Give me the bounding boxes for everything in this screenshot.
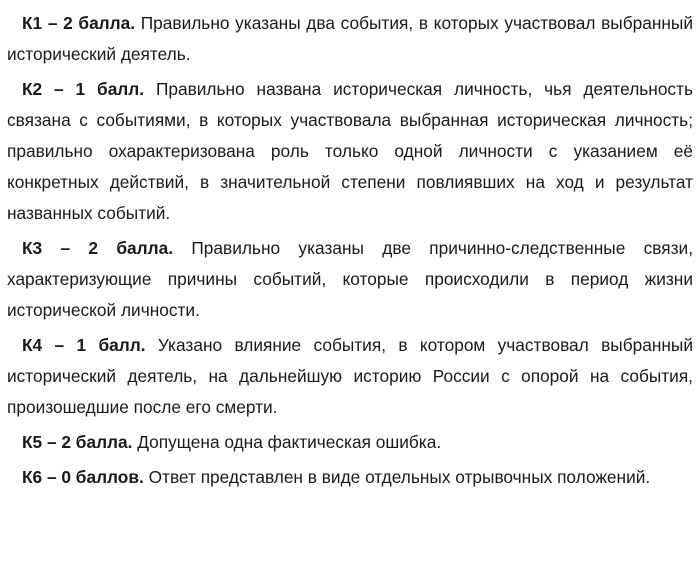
criterion-k2 — [7, 74, 693, 229]
criterion-label: К2 – 1 балл. — [22, 79, 145, 99]
criterion-text: Правильно названа историческая личность, чья деятельность связана с событиями, в которых участвовала выбранная историческая личность; правильно охарактеризована роль только одной личности с указанием её конкретных действий, в значительной степени повлиявших на ход и результат названных событий. — [7, 79, 693, 223]
criterion-k6 — [7, 462, 693, 493]
criterion-label: К4 – 1 балл. — [22, 335, 146, 355]
criterion-text: Указано влияние события, в котором участвовал выбранный исторический деятель, на дальнейшую историю России с опорой на события, произошедшие после его смерти. — [7, 335, 693, 417]
criterion-text: Правильно указаны два события, в которых участвовал выбранный исторический деятель. — [7, 13, 693, 64]
criterion-text: Правильно указаны две причинно-следственные связи, характеризующие причины событий, которые происходили в период жизни исторической личности. — [7, 238, 693, 320]
criterion-label: К3 – 2 балла. — [22, 238, 174, 258]
criterion-k3 — [7, 233, 693, 326]
criterion-k5 — [7, 427, 693, 458]
criterion-label: К6 – 0 баллов. — [22, 467, 144, 487]
criterion-text: Ответ представлен в виде отдельных отрывочных положений. — [148, 467, 651, 487]
criterion-k1 — [7, 8, 693, 70]
criterion-text: Допущена одна фактическая ошибка. — [137, 432, 442, 452]
criterion-label: К1 – 2 балла. — [22, 13, 136, 33]
criterion-label: К5 – 2 балла. — [22, 432, 133, 452]
criterion-k4 — [7, 330, 693, 423]
